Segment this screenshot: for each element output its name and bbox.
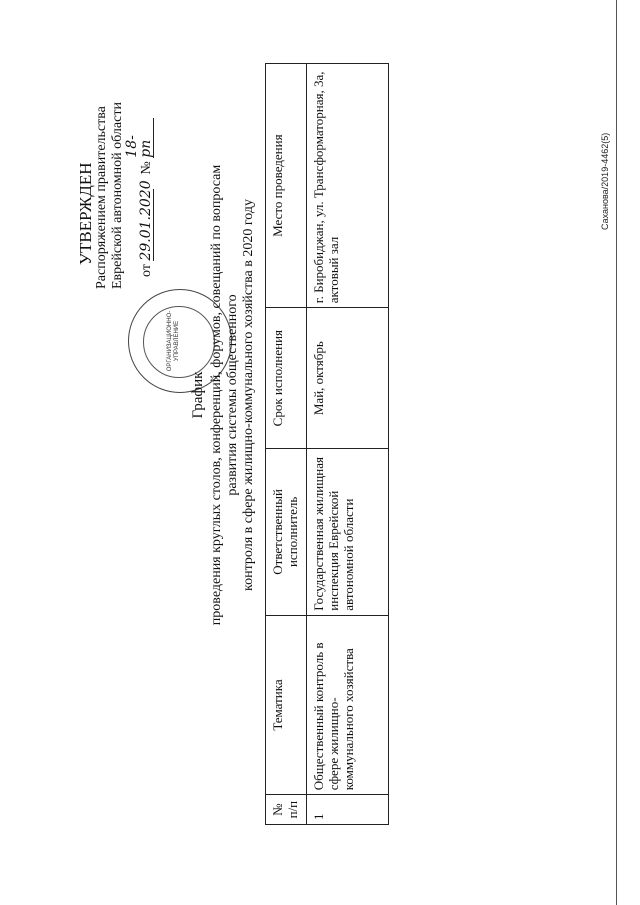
number-prefix: №: [139, 161, 154, 175]
approval-date-line: [125, 118, 155, 277]
cell-responsible: Государственная жилищная инспекция Еврейской автономной области: [307, 449, 389, 616]
cell-place: г. Биробиджан, ул. Трансформаторная, 3а, актовый зал: [307, 64, 389, 308]
date-prefix: от: [139, 264, 154, 277]
header-deadline: Срок исполнения: [266, 308, 307, 449]
footer-code: Саханова/2019-4462(5): [600, 132, 610, 230]
header-topic: Тематика: [266, 615, 307, 795]
number-value: 18-рп: [125, 118, 154, 158]
cell-deadline: Май, октябрь: [307, 308, 389, 449]
approval-line-2: Еврейской автономной области: [110, 102, 125, 289]
document-title: [190, 155, 257, 635]
table-row: [307, 64, 389, 825]
header-place: Место проведения: [266, 64, 307, 308]
title-word: График: [190, 371, 206, 419]
header-responsible: Ответственный исполнитель: [266, 449, 307, 616]
date-value: 29.01.2020: [138, 180, 154, 261]
title-line-1: проведения круглых столов, конференций, форумов, совещаний по вопросам развития системы общественного: [209, 164, 240, 626]
approval-line-1: Распоряжением правительства: [94, 106, 109, 289]
cell-number: 1: [307, 795, 389, 825]
schedule-table: [265, 63, 389, 825]
header-number: № п/п: [266, 795, 307, 825]
bottom-rule: [616, 0, 617, 905]
table-header-row: [266, 64, 307, 825]
cell-topic: Общественный контроль в сфере жилищно-коммунального хозяйства: [307, 615, 389, 795]
stamp-text: ОРГАНИЗАЦИОННО- УПРАВЛЕНИЕ: [167, 310, 180, 372]
approval-heading: УТВЕРЖДЕН: [76, 162, 95, 265]
title-line-2: контроля в сфере жилищно-коммунального хозяйства в 2020 году: [241, 199, 256, 591]
